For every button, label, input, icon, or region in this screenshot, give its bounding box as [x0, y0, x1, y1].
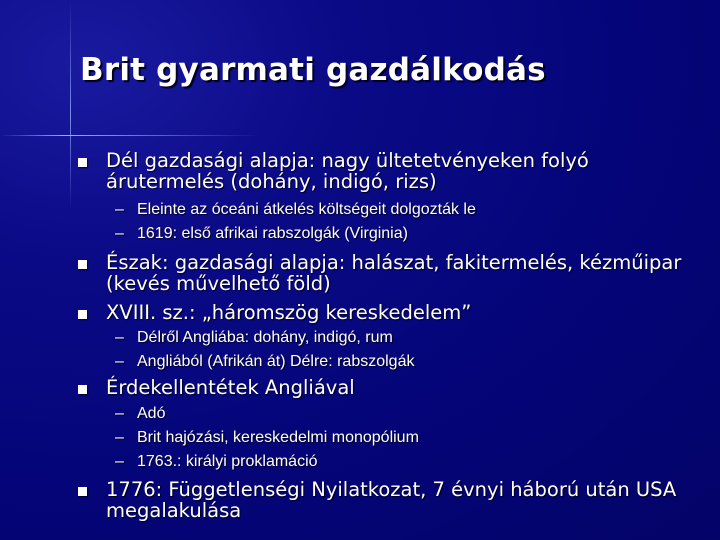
bullet-text: Dél gazdasági alapja: nagy ültetetvényeken folyó árutermelés (dohány, indigó, rizs): [106, 149, 589, 193]
bullet-text: 1776: Függetlenségi Nyilatkozat, 7 évnyi háború után USA megalakulása: [106, 478, 677, 522]
dash-marker: –: [115, 405, 124, 422]
square-bullet-icon: [78, 158, 87, 167]
sub-bullet-text: 1763.: királyi proklamáció: [137, 453, 318, 470]
dash-marker: –: [115, 329, 124, 346]
bullet-text: Észak: gazdasági alapja: halászat, fakitermelés, kézműipar (kevés művelhető föld): [106, 251, 682, 295]
sub-bullet-item: [115, 326, 675, 350]
decorative-horizontal-line: [0, 135, 260, 136]
sub-bullet-text: Délről Angliába: dohány, indigó, rum: [137, 329, 393, 346]
bullet-text: Érdekellentétek Angliával: [106, 376, 355, 399]
sub-bullet-item: [115, 426, 675, 450]
sub-bullet-text: Angliából (Afrikán át) Délre: rabszolgák: [137, 353, 415, 370]
sub-bullet-item: [115, 450, 675, 474]
dash-marker: –: [115, 453, 124, 470]
sub-bullet-text: Brit hajózási, kereskedelmi monopólium: [137, 429, 419, 446]
sub-bullet-item: [115, 402, 675, 426]
bullet-text: XVIII. sz.: „háromszög kereskedelem”: [106, 301, 472, 324]
sub-bullet-item: [115, 222, 675, 246]
dash-marker: –: [115, 353, 124, 370]
sub-bullet-item: [115, 198, 675, 222]
sub-bullet-text: 1619: első afrikai rabszolgák (Virginia): [137, 225, 408, 242]
square-bullet-icon: [78, 385, 87, 394]
slide-title: Brit gyarmati gazdálkodás: [80, 52, 546, 88]
square-bullet-icon: [78, 260, 87, 269]
dash-marker: –: [115, 201, 124, 218]
dash-marker: –: [115, 429, 124, 446]
sub-bullet-text: Adó: [137, 405, 166, 422]
sub-bullet-text: Eleinte az óceáni átkelés költségeit dolgozták le: [137, 201, 476, 218]
square-bullet-icon: [78, 487, 87, 496]
square-bullet-icon: [78, 310, 87, 319]
dash-marker: –: [115, 225, 124, 242]
decorative-vertical-line: [70, 0, 71, 210]
sub-bullet-item: [115, 350, 675, 374]
